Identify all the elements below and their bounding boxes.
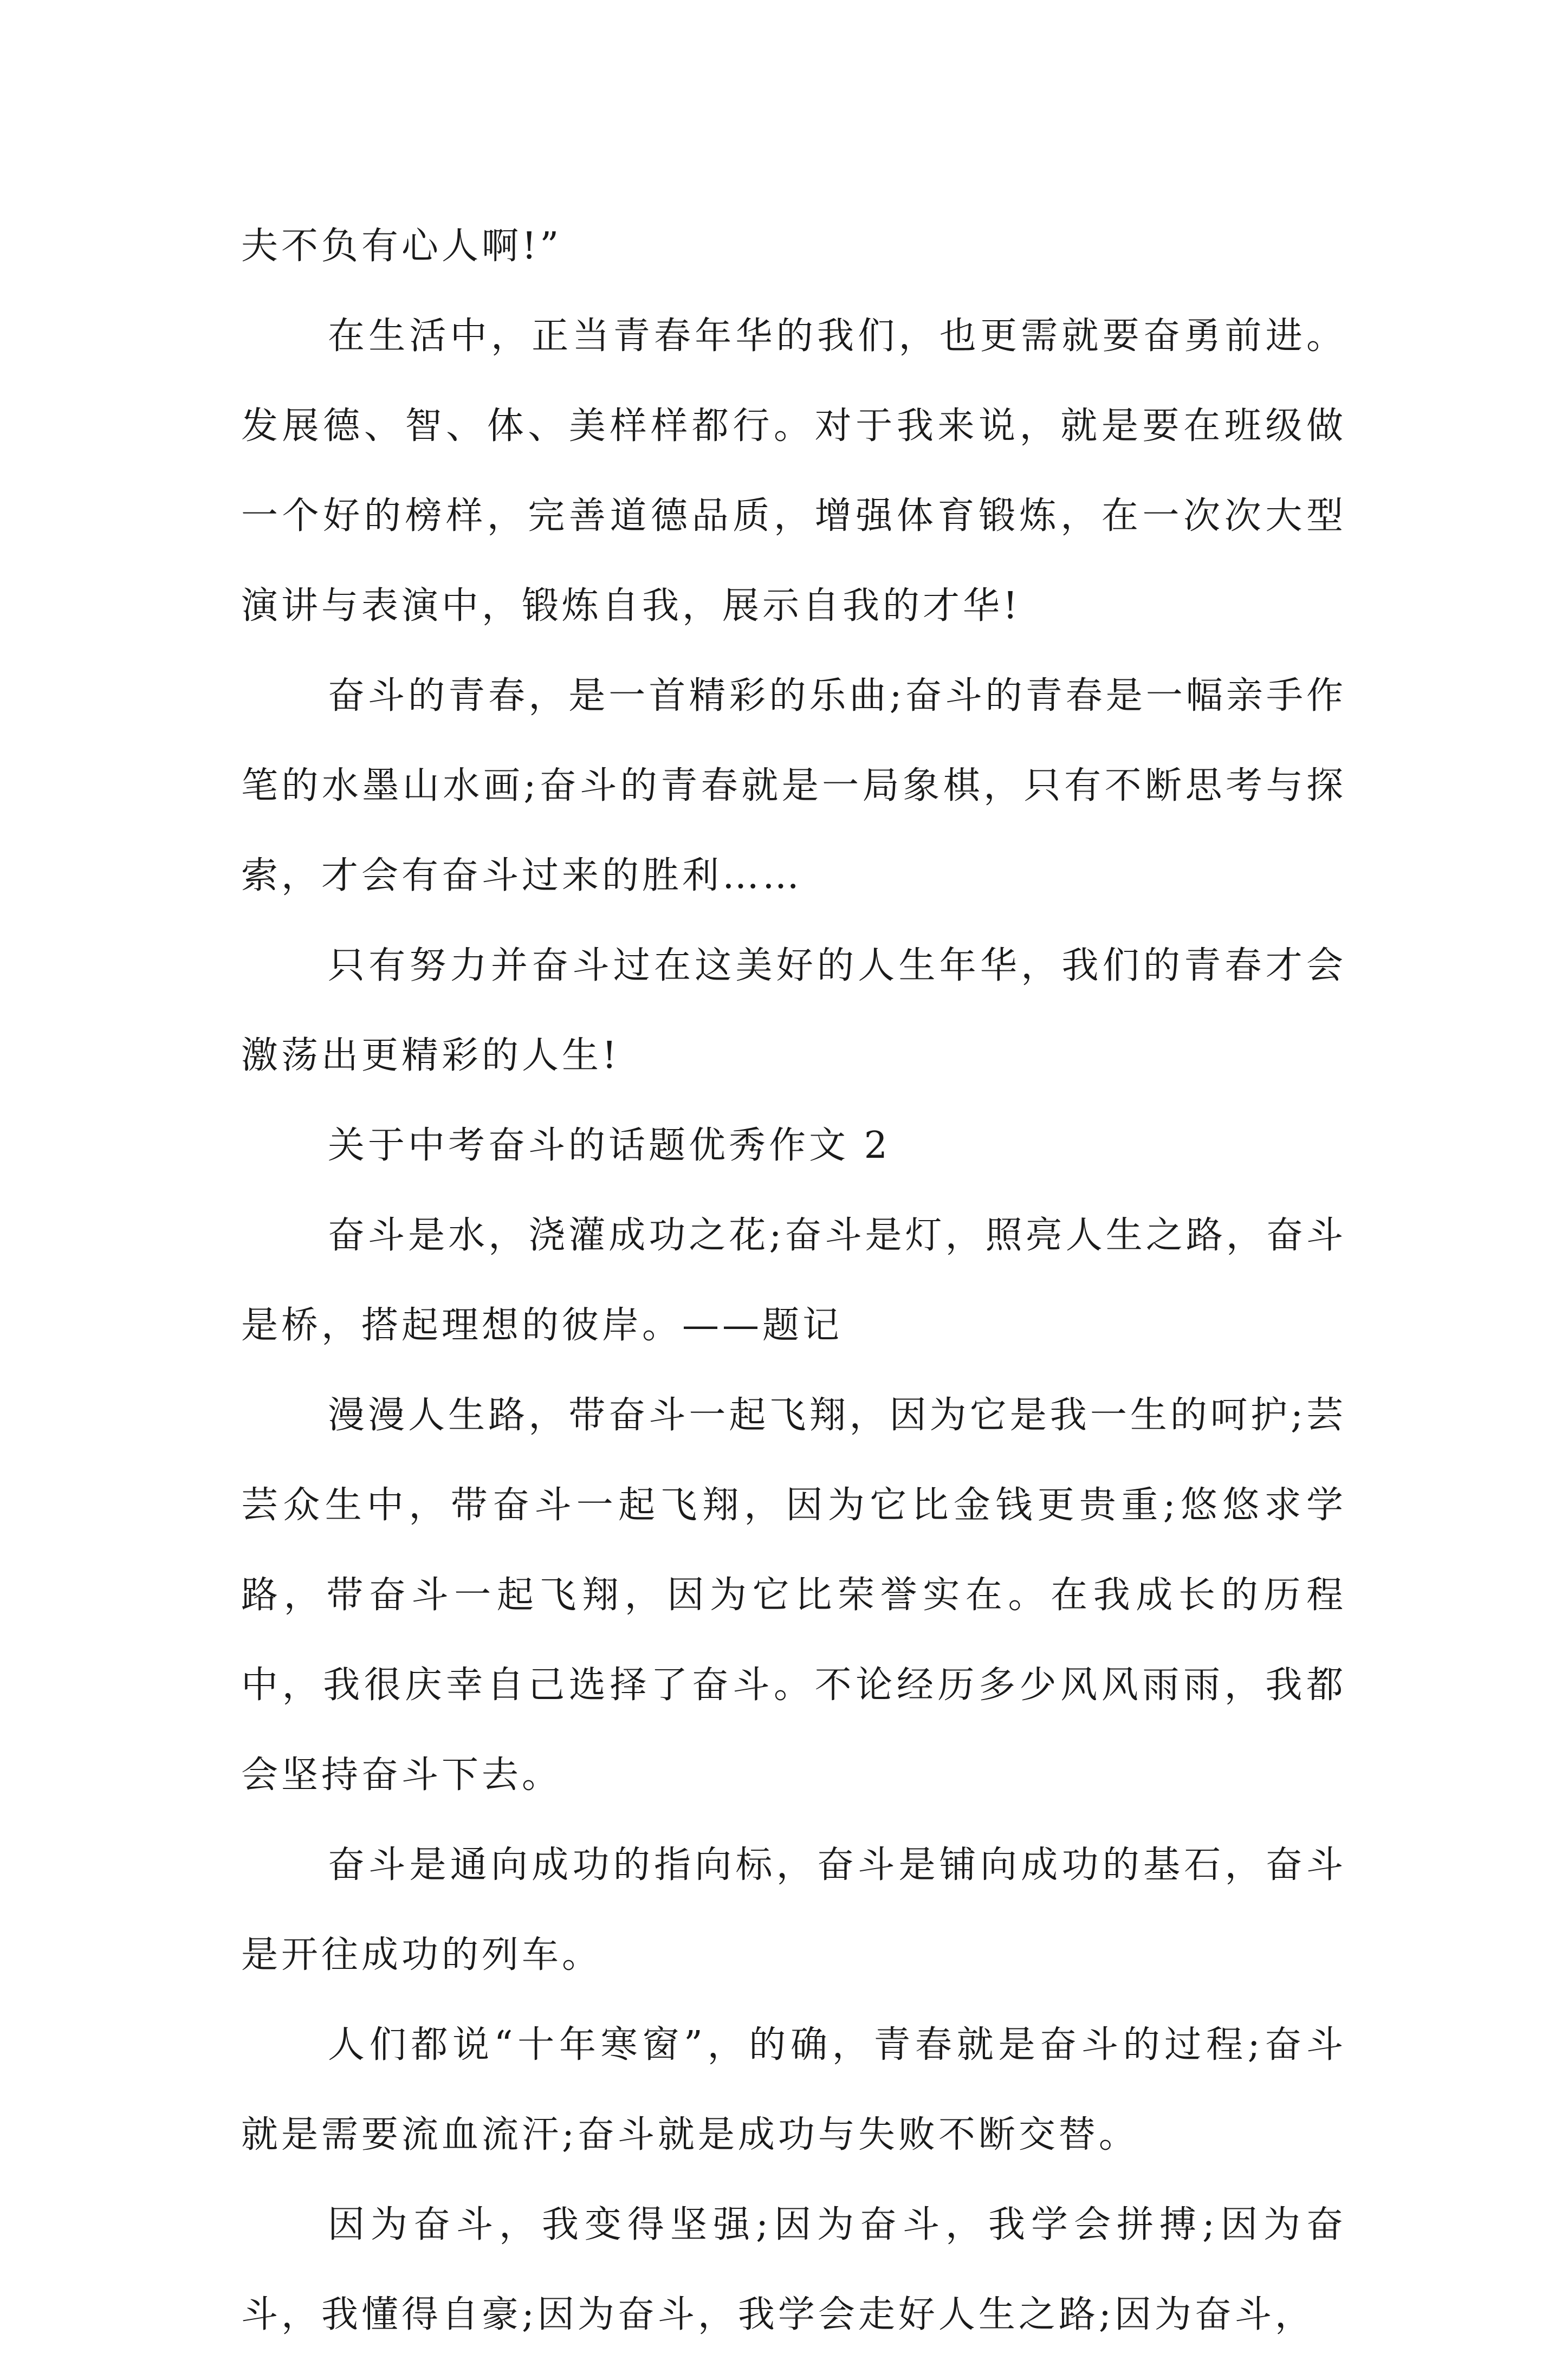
paragraph: 奋斗是水，浇灌成功之花;奋斗是灯，照亮人生之路，奋斗是桥，搭起理想的彼岸。——题记 [241,1214,1346,1347]
paragraph: 奋斗的青春，是一首精彩的乐曲;奋斗的青春是一幅亲手作笔的水墨山水画;奋斗的青春就是一局象棋，只有不断思考与探索，才会有奋斗过来的胜利…… [241,675,1346,897]
section-heading: 关于中考奋斗的话题优秀作文 2 [328,1124,891,1167]
paragraph: 因为奋斗，我变得坚强;因为奋斗，我学会拼搏;因为奋斗，我懂得自豪;因为奋斗，我学会走好人生之路;因为奋斗， [241,2203,1346,2336]
paragraph: 人们都说“十年寒窗”，的确，青春就是奋斗的过程;奋斗就是需要流血流汗;奋斗就是成功与失败不断交替。 [241,2024,1346,2156]
paragraph: 在生活中，正当青春年华的我们，也更需就要奋勇前进。发展德、智、体、美样样都行。对于我来说，就是要在班级做一个好的榜样，完善道德品质，增强体育锻炼，在一次次大型演讲与表演中，锻炼自我，展示自我的才华! [241,315,1346,627]
paragraph: 只有努力并奋斗过在这美好的人生年华，我们的青春才会激荡出更精彩的人生! [241,944,1346,1077]
paragraph-continuation: 夫不负有心人啊!” [241,225,562,268]
paragraph: 漫漫人生路，带奋斗一起飞翔，因为它是我一生的呵护;芸芸众生中，带奋斗一起飞翔，因为它比金钱更贵重;悠悠求学路，带奋斗一起飞翔，因为它比荣誉实在。在我成长的历程中，我很庆幸自己选择了奋斗。不论经历多少风风雨雨，我都会坚持奋斗下去。 [241,1394,1346,1797]
paragraph: 奋斗是通向成功的指向标，奋斗是铺向成功的基石，奋斗是开往成功的列车。 [241,1844,1346,1976]
body-text [241,202,1346,2360]
